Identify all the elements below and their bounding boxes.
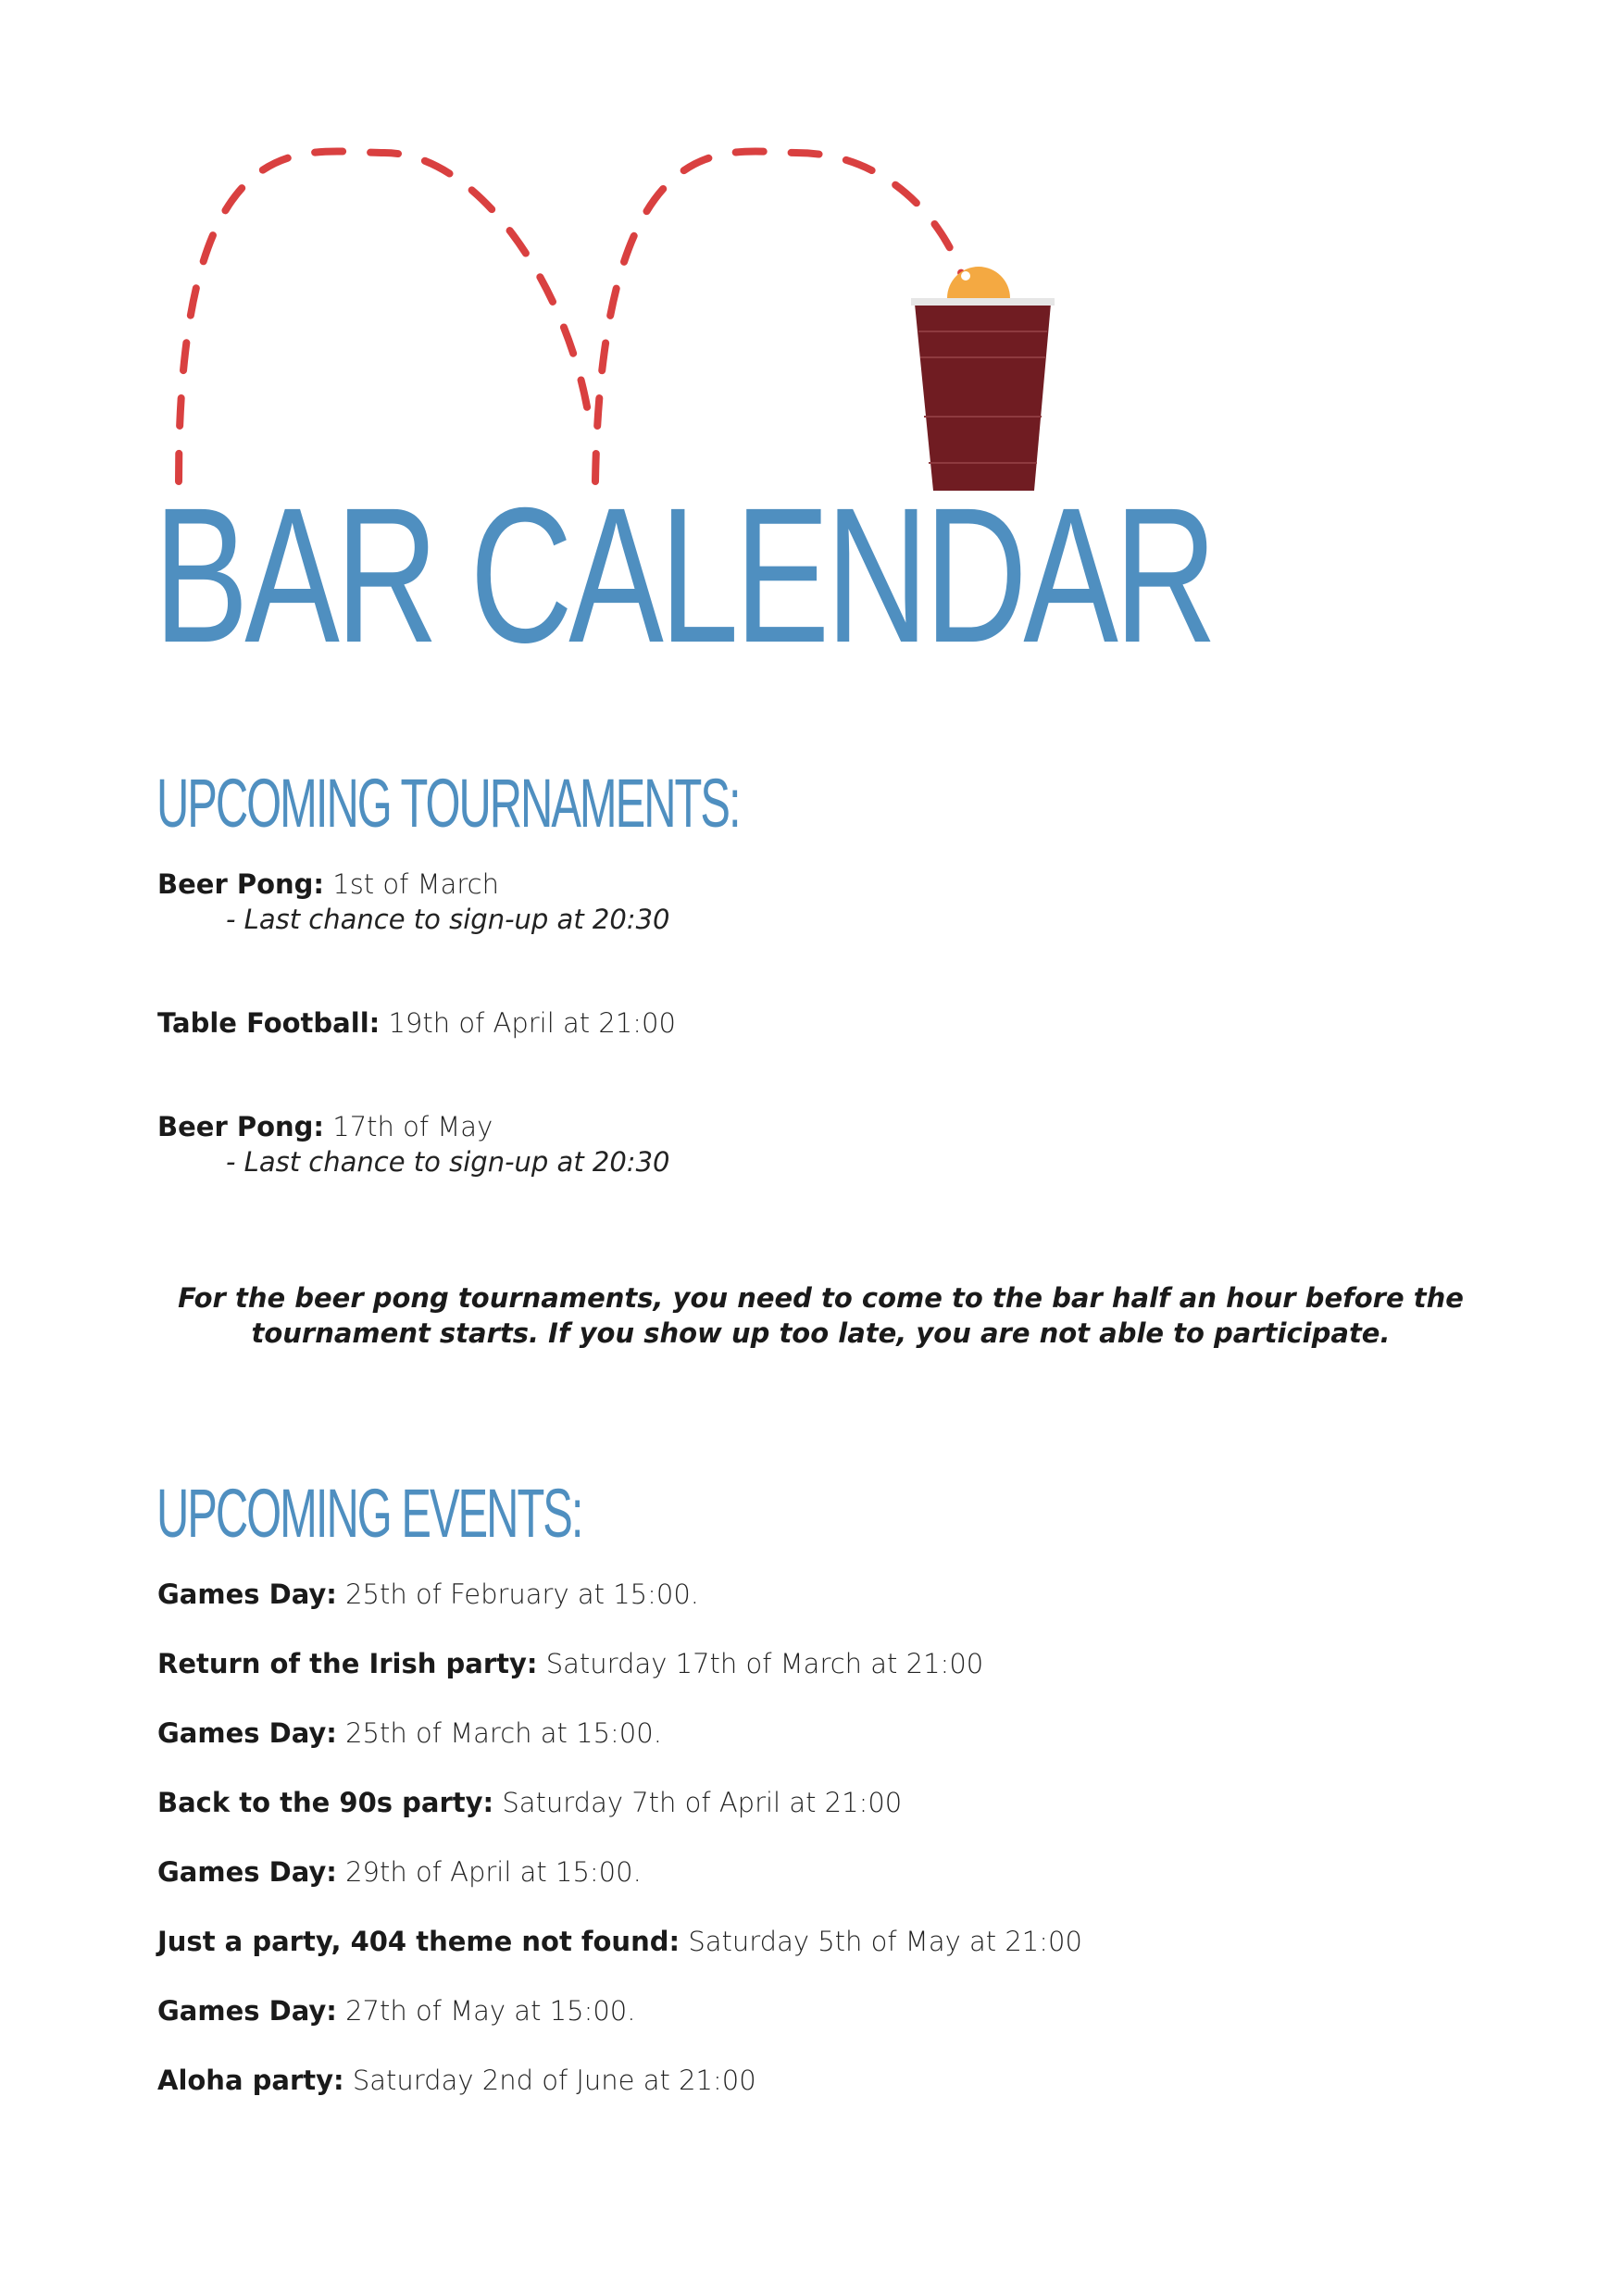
event-item: [157, 1785, 902, 1820]
tournament-item: [157, 1005, 676, 1041]
event-item: [157, 1924, 1082, 1959]
event-date: Saturday 5th of May at 21:00: [688, 1926, 1082, 1957]
event-date: Saturday 7th of April at 21:00: [502, 1787, 903, 1818]
tournaments-heading: UPCOMING TOURNAMENTS:: [156, 765, 740, 842]
tournament-name: Beer Pong:: [157, 868, 325, 900]
event-item: [157, 1993, 635, 2028]
bouncing-ball-trajectory-icon: [179, 151, 963, 481]
event-name: Aloha party:: [157, 2065, 344, 2096]
tournament-note: - Last chance to sign-up at 20:30: [226, 904, 670, 935]
event-name: Just a party, 404 theme not found:: [157, 1926, 680, 1957]
tournament-name: Beer Pong:: [157, 1111, 325, 1142]
red-cup-icon: [911, 298, 1055, 491]
event-name: Games Day:: [157, 1578, 337, 1610]
event-name: Games Day:: [157, 1717, 337, 1749]
event-item: [157, 2063, 756, 2098]
event-item: [157, 1577, 699, 1612]
tournament-date: 1st of March: [332, 868, 499, 900]
tournament-name: Table Football:: [157, 1007, 381, 1039]
event-date: Saturday 17th of March at 21:00: [545, 1648, 984, 1679]
page-title: BAR CALENDAR: [154, 468, 1214, 683]
event-name: Return of the Irish party:: [157, 1648, 538, 1679]
event-date: 27th of May at 15:00.: [345, 1995, 636, 2027]
header-illustration: [0, 0, 1623, 518]
event-name: Back to the 90s party:: [157, 1787, 494, 1818]
event-date: Saturday 2nd of June at 21:00: [352, 2065, 756, 2096]
tournament-date: 17th of May: [332, 1111, 493, 1142]
event-item: [157, 1646, 983, 1681]
tournament-item: [157, 1109, 493, 1144]
event-date: 25th of February at 15:00.: [345, 1578, 700, 1610]
event-date: 25th of March at 15:00.: [345, 1717, 662, 1749]
event-name: Games Day:: [157, 1995, 337, 2027]
tournament-note: - Last chance to sign-up at 20:30: [226, 1146, 670, 1178]
tournament-item: [157, 867, 499, 902]
tournament-notice: For the beer pong tournaments, you need to come to the bar half an hour before the tournament starts. If you show up too late, you are not able to participate.: [178, 1282, 1464, 1349]
event-name: Games Day:: [157, 1856, 337, 1888]
event-item: [157, 1854, 642, 1890]
event-date: 29th of April at 15:00.: [345, 1856, 642, 1888]
event-item: [157, 1716, 662, 1751]
events-heading: UPCOMING EVENTS:: [156, 1475, 582, 1552]
tournament-date: 19th of April at 21:00: [388, 1007, 676, 1039]
ping-pong-ball-icon: [947, 267, 1010, 298]
